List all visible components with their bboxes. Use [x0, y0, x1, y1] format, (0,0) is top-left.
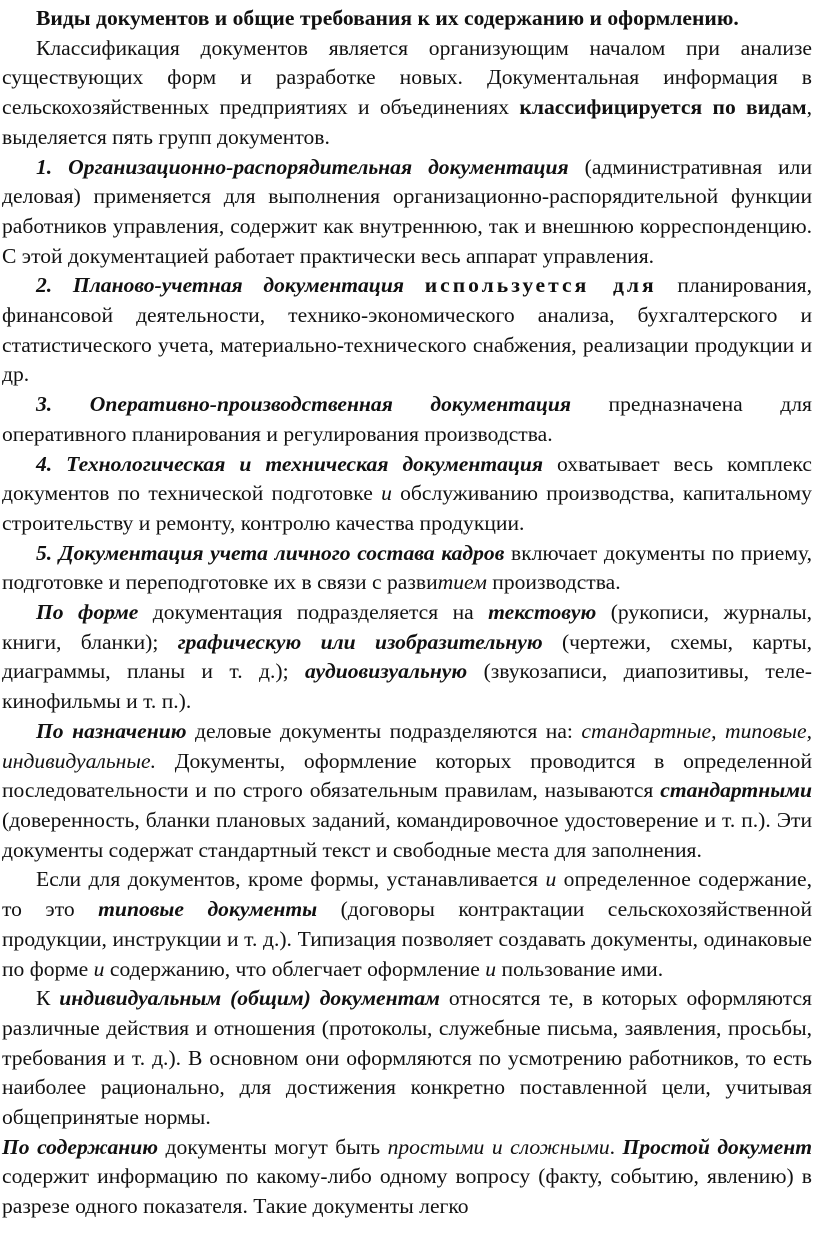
form-text-1: документация подразделяется на — [138, 600, 489, 625]
purpose-italic: стандартные, типовые, индивидуальные. — [2, 718, 812, 773]
individual-term: индивидуальным (общим) документам — [59, 986, 440, 1011]
individual-text-1: К — [36, 986, 60, 1011]
form-text-4: (звукозаписи, диапозитивы, теле-кинофильмы и т. п.). — [2, 659, 812, 714]
group4-text: охватывает весь комплекс документов по технической подготовке — [2, 451, 812, 506]
group2-text: планирования, финансовой деятельности, технико-экономического анализа, бухгалтерского и статистического учета, материально-технического снабжения, реализации продукции и др. — [2, 273, 812, 387]
group1-text: (административная или деловая) применяется для выполнения организационно-распорядительной функции работников управления, содержит как внутреннюю, так и внешнюю корреспонденцию. С этой документацией работает практически весь аппарат управления. — [2, 154, 812, 268]
group4-italic: и — [381, 481, 392, 506]
form-term-text: текстовую — [488, 600, 597, 625]
purpose-text-1: деловые документы подразделяются на: — [186, 718, 582, 743]
group1-paragraph — [2, 153, 812, 272]
individual-text-2: относятся те, в которых оформляются различные действия и отношения (протоколы, служебные письма, заявления, просьбы, требования и т. д.). В основном они оформляются по усмотрению работников, то есть наиболее рационально, для достижения конкретно поставленной цели, учитывая общепринятые нормы. — [2, 986, 812, 1130]
group5-italic: тием — [437, 570, 487, 595]
group5-paragraph — [2, 539, 812, 598]
content-term: По содержанию — [2, 1134, 159, 1159]
group3-term: 3. Оперативно-производственная документация — [36, 392, 571, 417]
form-term: По форме — [36, 600, 139, 625]
group4-term: 4. Технологическая и техническая документация — [36, 451, 544, 476]
purpose-term-standard: стандартными — [660, 778, 812, 803]
content-paragraph — [2, 1133, 812, 1222]
group2-term: 2. Планово-учетная документация — [36, 273, 404, 298]
typical-text-4: содержанию, что облегчает оформление — [104, 956, 486, 981]
typical-text-3: (договоры контрактации сельскохозяйственной продукции, инструкции и т. д.). Типизация позволяет создавать документы, одинаковые по форме — [2, 897, 813, 981]
content-italic: простыми и сложными — [387, 1134, 610, 1159]
form-term-audiovisual: аудиовизуальную — [305, 659, 468, 684]
group5-text-end: производства. — [486, 570, 621, 595]
intro-text: Классификация документов является организующим началом при анализе существующих форм и разработке новых. Документальная информация в сельскохозяйственных предприятиях и объединениях — [2, 35, 812, 120]
typical-text-1: Если для документов, кроме формы, устанавливается — [36, 867, 546, 892]
group1-term: 1. Организационно-распорядительная документация — [36, 154, 569, 179]
document-title: Виды документов и общие требования к их содержанию и оформлению. — [36, 6, 739, 30]
group2-paragraph — [2, 271, 812, 390]
individual-paragraph — [2, 984, 812, 1133]
intro-paragraph — [2, 34, 812, 153]
group4-paragraph — [2, 450, 812, 539]
content-term-simple: Простой документ — [622, 1134, 812, 1159]
typical-text-5: пользование ими. — [496, 956, 664, 981]
purpose-term: По назначению — [36, 718, 187, 743]
form-paragraph — [2, 598, 812, 717]
content-text-2: . — [609, 1134, 623, 1159]
form-term-graphic: графическую или изобразительную — [177, 629, 543, 654]
purpose-text-3: (доверенность, бланки плановых заданий, командировочное удостоверение и т. п.). Эти документы содержат стандартный текст и свободные места для заполнения. — [2, 807, 812, 862]
typical-italic-2: и — [93, 956, 105, 981]
group5-term: 5. Документация учета личного состава кадров — [36, 540, 505, 565]
typical-term: типовые документы — [98, 897, 318, 922]
typical-paragraph — [2, 865, 812, 984]
typical-italic-1: и — [545, 867, 557, 892]
purpose-text-2: Документы, оформление которых проводится в определенной последовательности и по строго обязательным правилам, называются — [2, 748, 812, 803]
typical-italic-3: и — [485, 956, 497, 981]
intro-bold: классифицируется по видам — [519, 95, 807, 120]
content-text-3: содержит информацию по какому-либо одному вопросу (факту, событию, явлению) в разрезе одного показателя. Такие документы легко — [2, 1164, 812, 1219]
group5-text: включает документы по приему, подготовке и переподготовке их в связи с разви — [2, 540, 813, 595]
purpose-paragraph — [2, 717, 812, 866]
group3-text: предназначена для оперативного планирования и регулирования производства. — [2, 392, 812, 446]
form-text-2: (рукописи, журналы, книги, бланки); — [2, 600, 812, 654]
group3-paragraph — [2, 390, 812, 449]
form-text-3: (чертежи, схемы, карты, диаграммы, планы и т. д.); — [2, 629, 812, 684]
typical-text-2: определенное содержание, то это — [2, 867, 812, 922]
group4-text-end: обслуживанию производства, капитальному строительству и ремонту, контролю качества продукции. — [2, 481, 812, 535]
intro-text-end: , выделяется пять групп документов. — [2, 95, 812, 149]
content-text-1: документы могут быть — [158, 1134, 388, 1159]
group2-spaced-words: используется для — [424, 273, 657, 298]
